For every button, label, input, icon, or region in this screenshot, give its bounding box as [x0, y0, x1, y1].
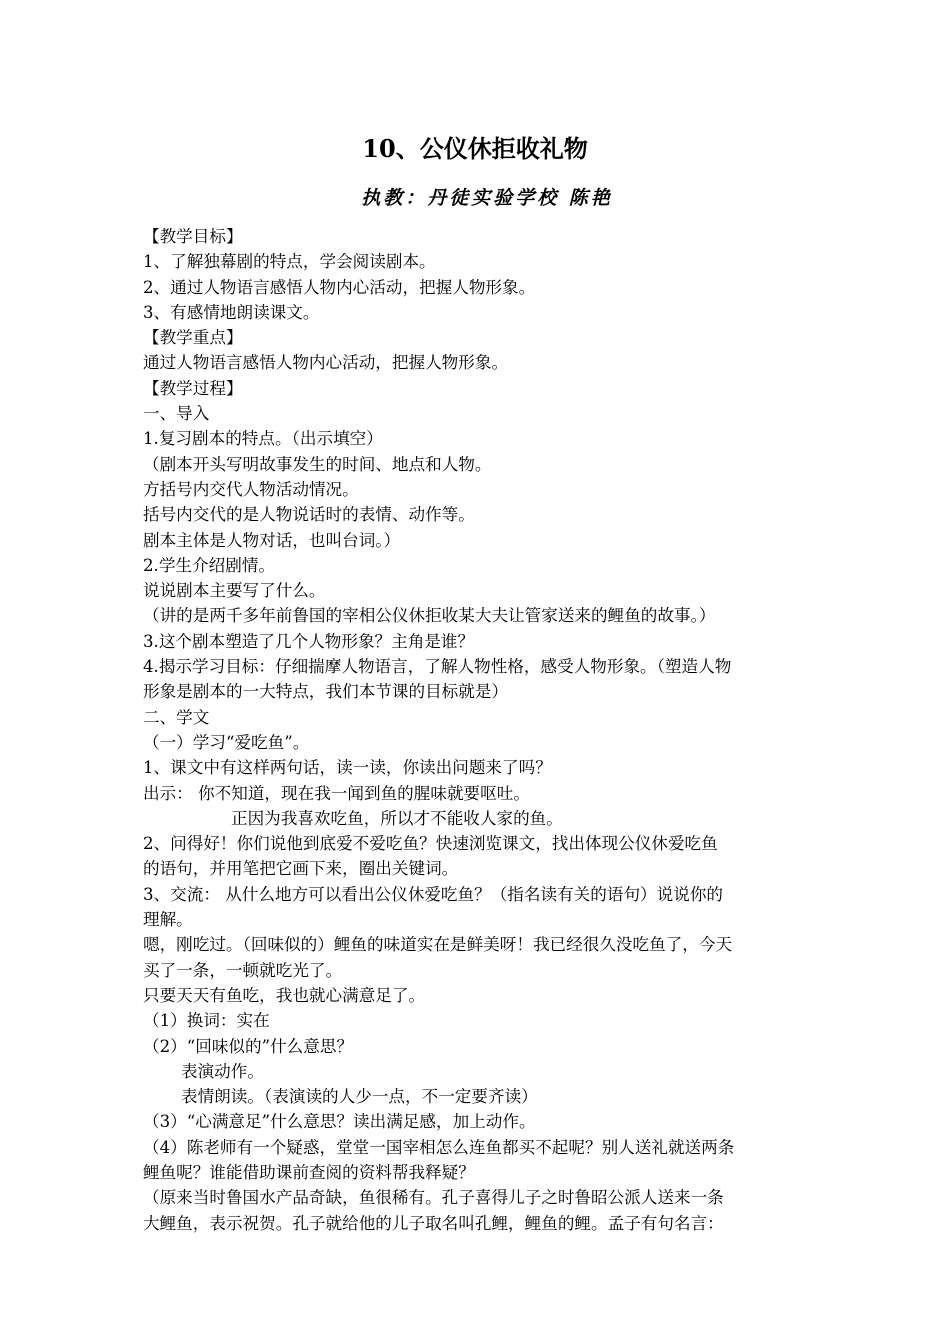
text-line: 2、问得好！你们说他到底爱不爱吃鱼？快速浏览课文，找出体现公仪休爱吃鱼 [143, 834, 718, 854]
text-line: 说说剧本主要写了什么。 [143, 581, 326, 601]
text-line: 一、导入 [143, 404, 210, 424]
text-line: （剧本开头写明故事发生的时间、地点和人物。 [143, 454, 492, 474]
text-line: 表演动作。 [181, 1061, 264, 1081]
text-line: （1）换词：实在 [143, 1011, 270, 1031]
text-line: 通过人物语言感悟人物内心活动，把握人物形象。 [143, 353, 509, 373]
document-title: 10、公仪休拒收礼物 [362, 134, 588, 163]
text-line: 3、交流： 从什么地方可以看出公仪休爱吃鱼？（指名读有关的语句）说说你的 [143, 884, 724, 904]
text-line: 鲤鱼呢？谁能借助课前查阅的资料帮我释疑？ [143, 1162, 475, 1182]
text-line: 3.这个剧本塑造了几个人物形象？主角是谁？ [143, 631, 475, 651]
text-line: （3）“心满意足”什么意思？读出满足感，加上动作。 [143, 1112, 536, 1132]
text-line: 4.揭示学习目标：仔细揣摩人物语言，了解人物性格，感受人物形象。（塑造人物 [143, 657, 732, 677]
document-subtitle: 执教：丹徒实验学校 陈艳 [361, 187, 613, 209]
text-line: 买了一条，一顿就吃光了。 [143, 960, 343, 980]
text-line: 大鲤鱼，表示祝贺。孔子就给他的儿子取名叫孔鲤，鲤鱼的鲤。孟子有句名言： [143, 1213, 724, 1233]
text-line: 1、课文中有这样两句话，读一读，你读出问题来了吗？ [143, 758, 552, 778]
text-line: 括号内交代的是人物说话时的表情、动作等。 [143, 505, 475, 525]
text-line: 出示： 你不知道，现在我一闻到鱼的腥味就要呕吐。 [143, 783, 530, 803]
text-line: 【教学重点】 [143, 328, 243, 348]
text-line: （一）学习“爱吃鱼”。 [143, 732, 310, 752]
text-line: 2、通过人物语言感悟人物内心活动，把握人物形象。 [143, 277, 536, 297]
text-line: （讲的是两千多年前鲁国的宰相公仪休拒收某大夫让管家送来的鲤鱼的故事。） [143, 606, 716, 626]
text-line: （2）“回味似的”什么意思？ [143, 1036, 354, 1056]
text-line: （原来当时鲁国水产品奇缺，鱼很稀有。孔子喜得儿子之时鲁昭公派人送来一条 [143, 1188, 724, 1208]
text-line: 理解。 [143, 910, 193, 930]
text-line: （4）陈老师有一个疑惑，堂堂一国宰相怎么连鱼都买不起呢？别人送礼就送两条 [143, 1137, 735, 1157]
text-line: 二、学文 [143, 707, 210, 727]
text-line: 只要天天有鱼吃，我也就心满意足了。 [143, 985, 426, 1005]
text-line: 嗯，刚吃过。（回味似的）鲤鱼的味道实在是鲜美呀！我已经很久没吃鱼了，今天 [143, 935, 733, 955]
text-line: 2.学生介绍剧情。 [143, 555, 275, 575]
text-line: 【教学过程】 [143, 378, 243, 398]
document-body [143, 224, 815, 1236]
text-line: 1.复习剧本的特点。（出示填空） [143, 429, 383, 449]
text-line: 方括号内交代人物活动情况。 [143, 479, 359, 499]
text-line: 的语句，并用笔把它画下来，圈出关键词。 [143, 859, 459, 879]
text-line: 形象是剧本的一大特点，我们本节课的目标就是） [143, 682, 509, 702]
text-line: 剧本主体是人物对话，也叫台词。） [143, 530, 401, 550]
text-line: 【教学目标】 [143, 227, 243, 246]
text-line: 1、了解独幕剧的特点，学会阅读剧本。 [143, 252, 436, 272]
text-line: 表情朗读。（表演读的人少一点，不一定要齐读） [181, 1087, 538, 1107]
text-line: 3、有感情地朗读课文。 [143, 302, 320, 322]
text-line: 正因为我喜欢吃鱼，所以才不能收人家的鱼。 [231, 808, 563, 828]
